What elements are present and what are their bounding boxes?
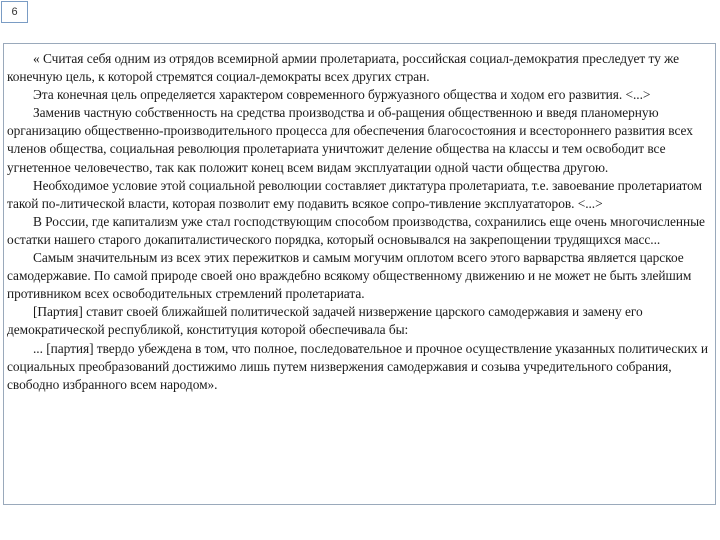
slide-number: 6 <box>1 1 28 23</box>
paragraph-5: В России, где капитализм уже стал господствующим способом производства, сохранились еще очень многочисленные остатки нашего старого докапиталистического порядка, который основывался на закрепощении трудящихся масс... <box>7 213 705 247</box>
quote-text-frame <box>3 43 716 505</box>
paragraph-7: [Партия] ставит своей ближайшей политической задачей низвержение царского самодержавия и замену его демократической республикой, конституция которой обеспечивала бы: <box>7 304 643 338</box>
paragraph-8: ... [партия] твердо убеждена в том, что полное, последовательное и прочное осуществление указанных политических и социальных преобразований достижимо лишь путем низвержения самодержавия и созыва учредительного собрания, свободно избранного всем народом». <box>7 340 708 392</box>
paragraph-3: Заменив частную собственность на средства производства и об-ращения общественною и введя планомерную организацию общественно-производительного процесса для обеспечения благосостояния и всестороннего развития всех членов общества, социальная революция пролетариата уничтожит деление общества на классы и тем освободит все угнетенное человечество, так как положит конец всем видам эксплуатации одной части общества другою. <box>7 105 693 175</box>
paragraph-6: Самым значительным из всех этих пережитков и самым могучим оплотом всего этого варварства является царское самодержавие. По самой природе своей оно враждебно всякому общественному движению и не может не быть злейшим противником всех освободительных стремлений пролетариата. <box>7 250 692 302</box>
paragraph-1: « Считая себя одним из отрядов всемирной армии пролетариата, российская социал-демократия преследует ту же конечную цель, к которой стремятся социал-демократы всех других стран. <box>7 51 680 85</box>
paragraph-2: Эта конечная цель определяется характером современного буржуазного общества и ходом его развития. <...> <box>33 87 651 103</box>
paragraph-4: Необходимое условие этой социальной революции составляет диктатура пролетариата, т.е. завоевание пролетариатом такой по-литической власти, которая позволит ему подавить всякое сопро-тивление эксплуататоров. <...> <box>7 177 702 211</box>
